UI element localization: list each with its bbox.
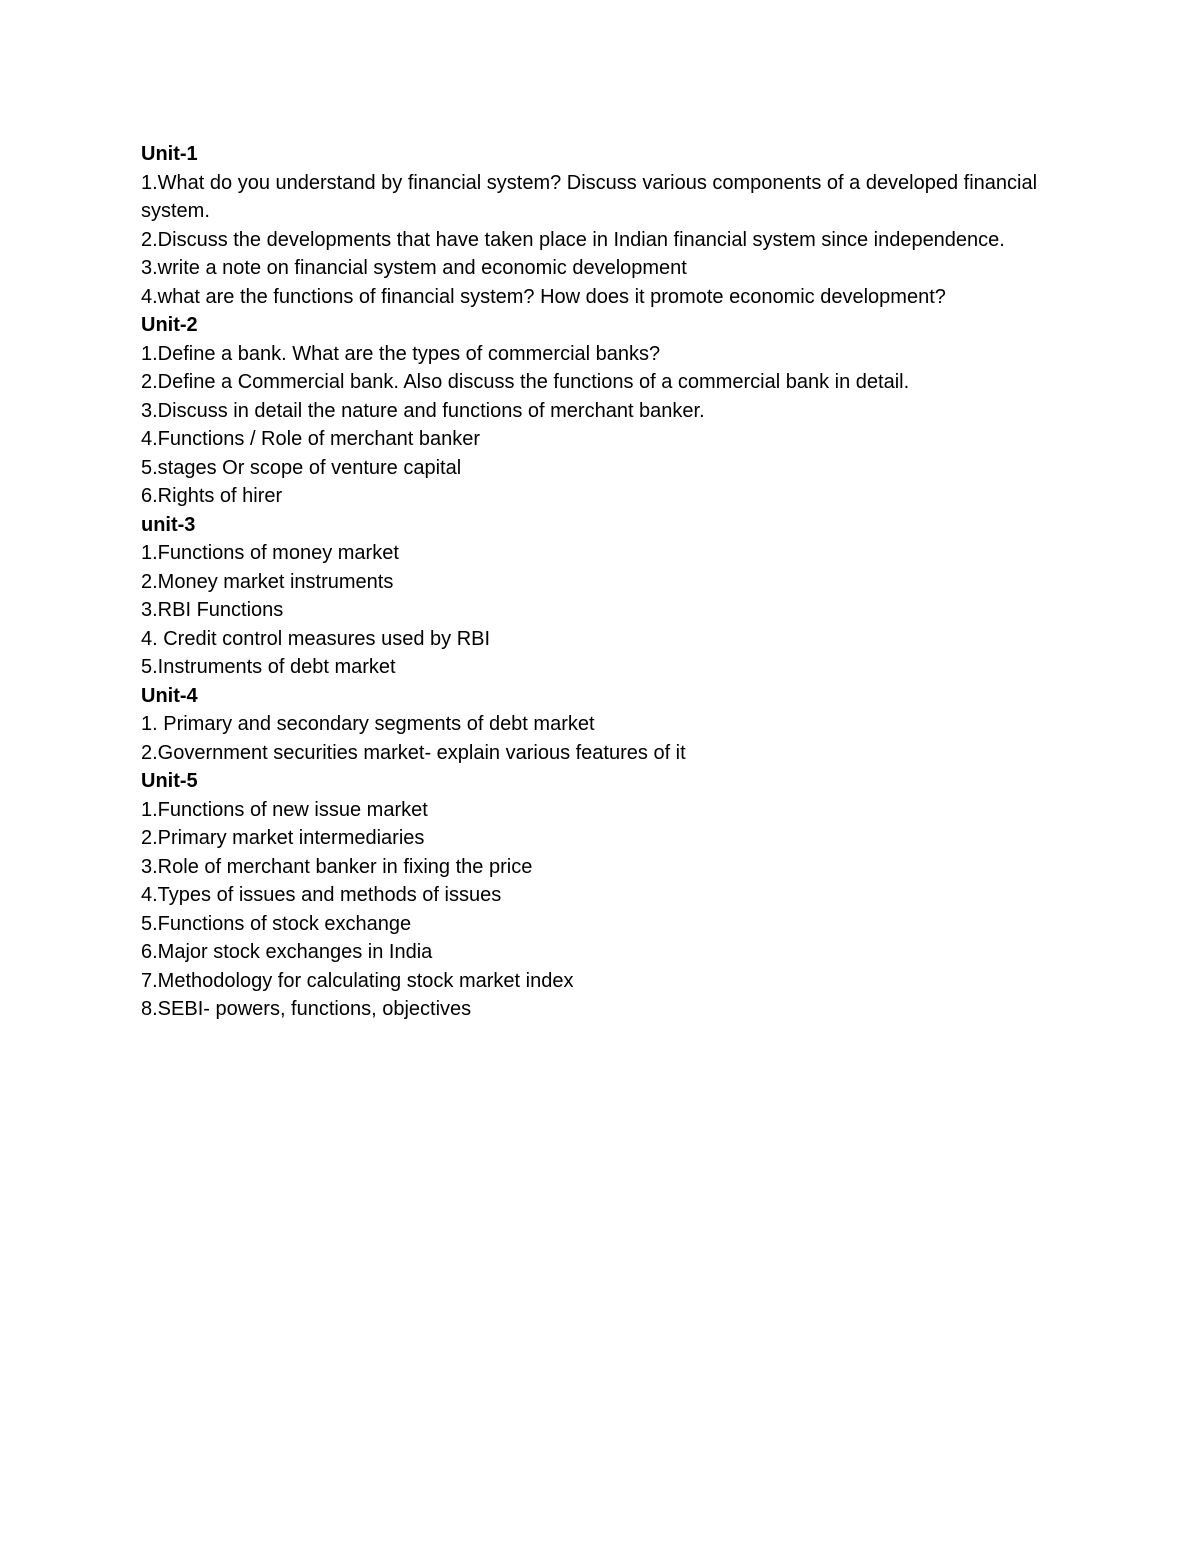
question-item: 6.Rights of hirer	[141, 485, 283, 507]
question-item: 1. Primary and secondary segments of debt market	[141, 713, 595, 735]
question-item: 3.write a note on financial system and economic development	[141, 257, 687, 279]
question-item: 4.what are the functions of financial system? How does it promote economic development?	[141, 285, 946, 308]
unit-section-2	[141, 311, 1041, 511]
question-item: 3.RBI Functions	[141, 599, 284, 621]
question-item: 1.Define a bank. What are the types of commercial banks?	[141, 342, 661, 365]
question-item: 3.Role of merchant banker in fixing the price	[141, 855, 533, 878]
question-item: 1.Functions of money market	[141, 542, 399, 564]
unit-section-3	[141, 511, 1041, 682]
unit-section-1	[141, 140, 1041, 311]
question-item: 1.What do you understand by financial system? Discuss various components of a developed financial system.	[141, 171, 1038, 222]
question-item: 2.Define a Commercial bank. Also discuss the functions of a commercial bank in detail.	[141, 371, 910, 393]
question-item: 2.Money market instruments	[141, 570, 394, 593]
unit-heading: unit-3	[141, 513, 196, 536]
question-item: 8.SEBI- powers, functions, objectives	[141, 998, 472, 1020]
question-item: 1.Functions of new issue market	[141, 798, 428, 821]
question-item: 2.Government securities market- explain various features of it	[141, 741, 686, 764]
unit-heading: Unit-2	[141, 314, 198, 336]
question-item: 3.Discuss in detail the nature and functions of merchant banker.	[141, 399, 705, 422]
question-item: 2.Discuss the developments that have taken place in Indian financial system since independence.	[141, 228, 1005, 251]
unit-section-5	[141, 767, 1041, 1024]
unit-heading: Unit-4	[141, 684, 198, 707]
unit-section-4	[141, 682, 1041, 768]
question-item: 5.stages Or scope of venture capital	[141, 456, 462, 479]
question-item: 4. Credit control measures used by RBI	[141, 627, 491, 650]
question-list	[141, 140, 1041, 1024]
question-item: 5.Functions of stock exchange	[141, 912, 412, 935]
question-item: 2.Primary market intermediaries	[141, 827, 425, 849]
question-item: 5.Instruments of debt market	[141, 656, 396, 678]
question-item: 4.Functions / Role of merchant banker	[141, 428, 481, 450]
question-item: 6.Major stock exchanges in India	[141, 941, 433, 963]
unit-heading: Unit-5	[141, 770, 198, 792]
unit-heading: Unit-1	[141, 143, 198, 165]
question-item: 7.Methodology for calculating stock market index	[141, 969, 574, 992]
question-item: 4.Types of issues and methods of issues	[141, 884, 502, 906]
